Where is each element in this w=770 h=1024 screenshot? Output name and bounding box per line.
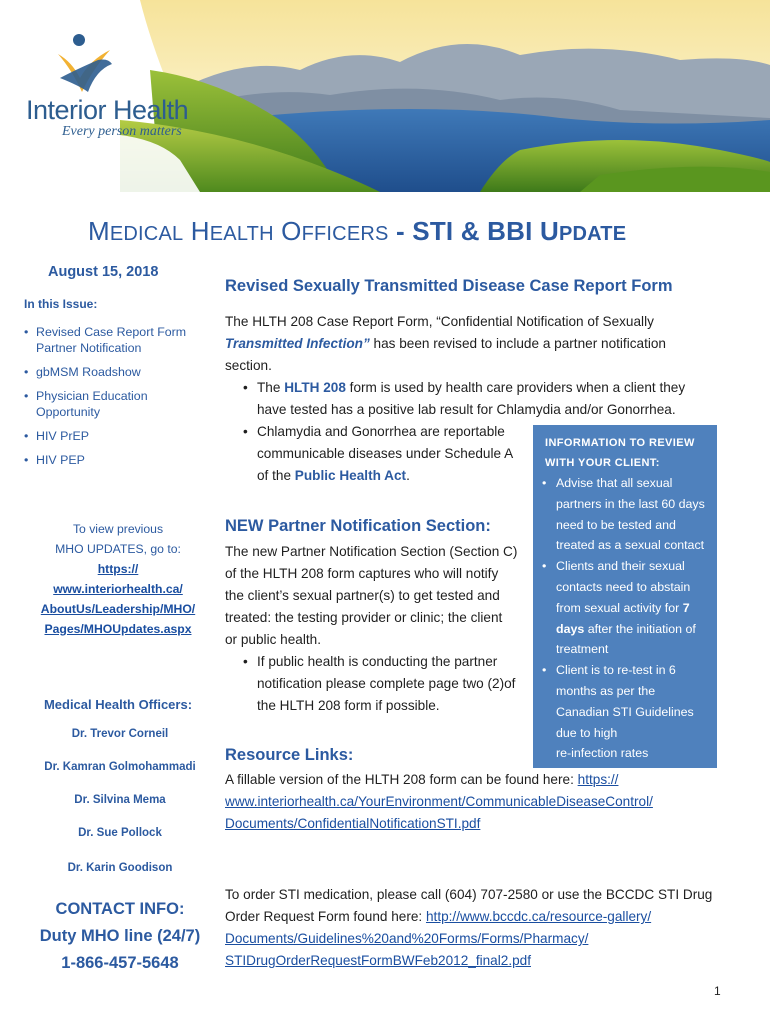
logo-head-icon: [73, 34, 85, 46]
mho-heading: Medical Health Officers:: [43, 697, 193, 712]
doctor-name: Dr. Trevor Corneil: [71, 728, 169, 740]
contact-line: Duty MHO line (24/7): [39, 927, 201, 945]
resource-links: To order STI medication, please call (604) 707-2580 or use the BCCDC STI Drug Order Request Form found here: http://www.bccdc.ca/resource-gallery/ Documents/Guidelines%20and%20Forms/Forms/Pharmacy/ STIDrugOrderRequestFormBWFeb2012_final2.pdf: [225, 887, 713, 968]
mho-updates-link[interactable]: Pages/MHOUpdates.aspx: [44, 622, 192, 636]
section-heading: Resource Links:: [225, 746, 354, 764]
resource-links: A fillable version of the HLTH 208 form can be found here: https:// www.interiorhealth.ca/YourEnvironment/CommunicableDiseaseControl/ Documents/ConfidentialNotificationSTI.pdf: [225, 772, 653, 831]
previous-updates-block: [24, 519, 212, 639]
doctor-name: Dr. Kamran Golmohammadi: [44, 761, 196, 773]
previous-updates-text: MHO UPDATES, go to:: [55, 542, 181, 556]
list-item: • If public health is conducting the partner: [225, 651, 525, 673]
hlth208-link[interactable]: https://: [577, 772, 619, 787]
hlth208-link[interactable]: Documents/ConfidentialNotificationSTI.pdf: [225, 816, 481, 831]
page-title: MEDICAL HEALTH OFFICERS - STI & BBI UPDATE: [88, 216, 627, 246]
list-item: • Advise that all sexual partners in the last 60 days need to be tested and treated as a sexual contact: [539, 473, 709, 556]
list-item: • Chlamydia and Gonorrhea are reportable: [225, 421, 705, 443]
hlth208-link[interactable]: www.interiorhealth.ca/YourEnvironment/CommunicableDiseaseControl/: [225, 794, 653, 809]
doctor-name: Dr. Sue Pollock: [78, 827, 162, 839]
issue-list: [22, 324, 207, 476]
list-item: • Revised Case Report Form Partner Notification: [22, 324, 207, 356]
contact-phone: 1-866-457-5648: [61, 954, 179, 972]
list-item: • Physician Education Opportunity: [22, 388, 207, 420]
contact-heading: CONTACT INFO:: [55, 900, 185, 918]
doctor-name: Dr. Silvina Mema: [74, 794, 166, 806]
section-heading: NEW Partner Notification Section:: [225, 517, 491, 535]
section-body: The new Partner Notification Section (Section C) of the HLTH 208 form captures who will notify the client’s sexual partner(s) to get tested and treated: the testing provider or clinic; the client or public health. • If public health is conducting the partner notification please complete page two (2)of the HLTH 208 form if possible.: [225, 541, 525, 717]
logo-tagline: Every person matters: [62, 124, 182, 139]
list-item: • gbMSM Roadshow: [22, 364, 207, 380]
section-body: The HLTH 208 Case Report Form, “Confidential Notification of Sexually Transmitted Infection” has been revised to include a partner notification section. • The HLTH 208 form is used by health care providers when a client they have tested has a positive lab result for Chlamydia and/or Gonorrhea. • Chlamydia and Gonorrhea are reportable communicable diseases under Schedule A of the Public Health Act.: [225, 311, 705, 487]
mho-updates-link[interactable]: https://: [97, 562, 139, 576]
previous-updates-text: To view previous: [72, 522, 164, 536]
bccdc-link[interactable]: Documents/Guidelines%20and%20Forms/Forms/Pharmacy/: [225, 931, 589, 946]
client-info-box: [533, 425, 717, 768]
mho-updates-link[interactable]: www.interiorhealth.ca/: [53, 582, 183, 596]
list-item: • HIV PEP: [22, 452, 207, 468]
list-item: • Clients and their sexual contacts need to abstain from sexual activity for 7 days after the initiation of treatment: [539, 556, 709, 660]
page-number: 1: [714, 984, 721, 998]
bccdc-link[interactable]: http://www.bccdc.ca/resource-gallery/: [425, 909, 652, 924]
logo-wordmark: Interior Health: [26, 95, 189, 125]
mho-updates-link[interactable]: AboutUs/Leadership/MHO/: [40, 602, 196, 616]
doctor-name: Dr. Karin Goodison: [67, 862, 173, 874]
bccdc-link[interactable]: STIDrugOrderRequestFormBWFeb2012_final2.pdf: [225, 953, 531, 968]
section-heading: Revised Sexually Transmitted Disease Case Report Form: [225, 277, 673, 295]
in-this-issue-heading: In this Issue:: [24, 297, 98, 311]
list-item: • Client is to re-test in 6 months as per the Canadian STI Guidelines due to high re-infection rates: [539, 660, 709, 764]
list-item: • The HLTH 208 form is used by health care providers when a client they: [225, 377, 705, 399]
issue-date: August 15, 2018: [48, 264, 159, 280]
info-box-title: INFORMATION TO REVIEW WITH YOUR CLIENT:: [545, 437, 695, 469]
contact-info: [20, 896, 220, 977]
list-item: • HIV PrEP: [22, 428, 207, 444]
